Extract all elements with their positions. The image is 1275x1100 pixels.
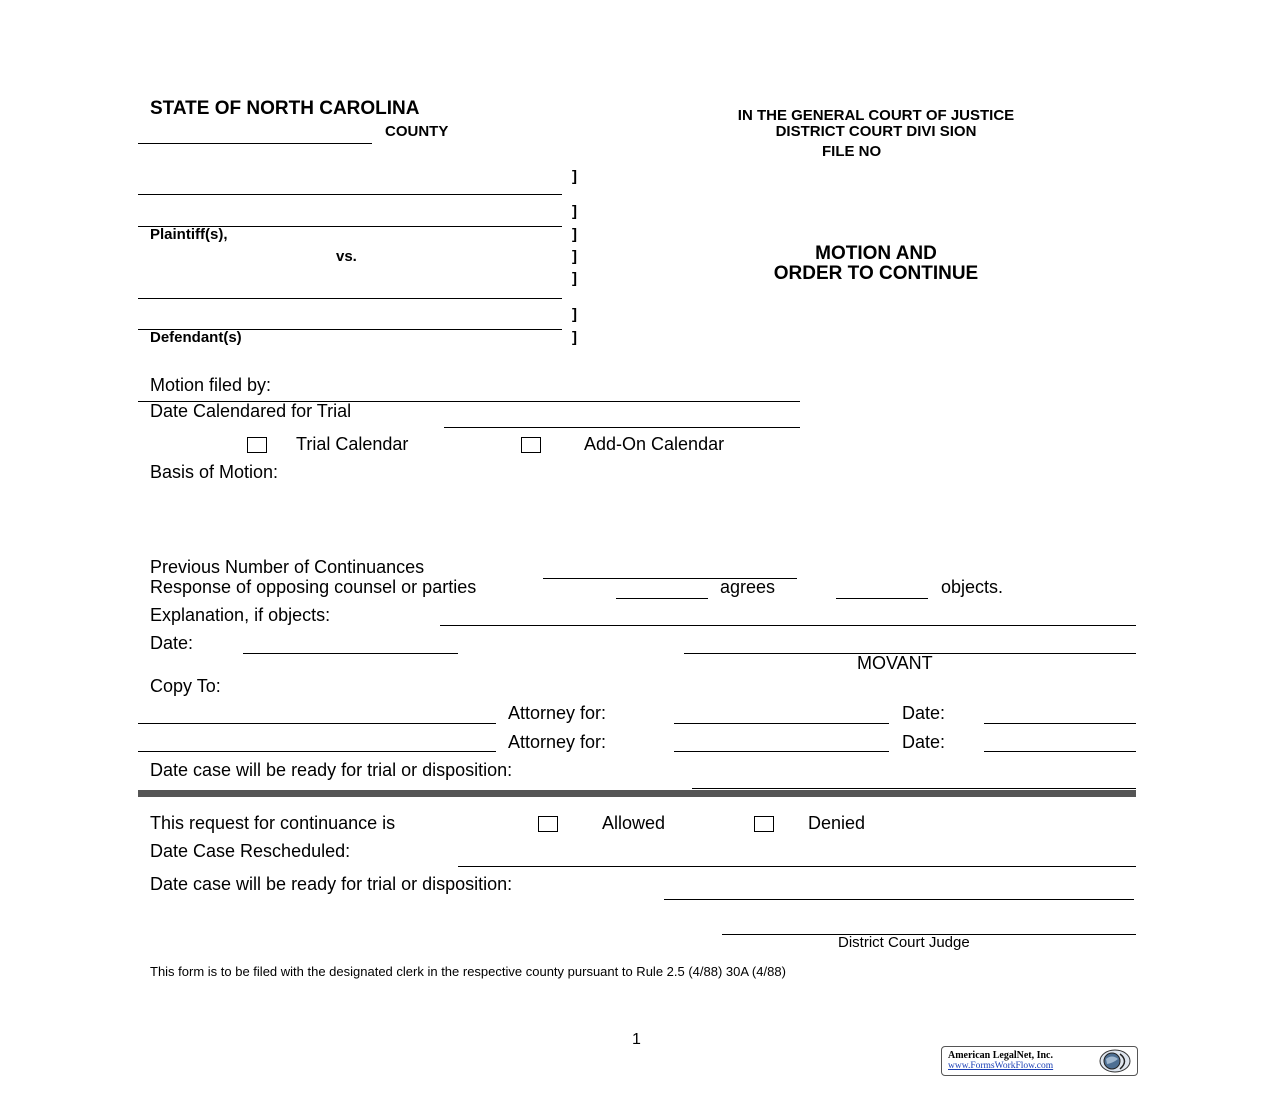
explanation-line[interactable] [440,625,1136,626]
attorney-for-label-1: Attorney for: [508,703,607,723]
form-title-line-2: ORDER TO CONTINUE [773,263,979,284]
copy-date-line-1[interactable] [984,723,1136,724]
rescheduled-label: Date Case Rescheduled: [150,841,351,861]
defendant-label: Defendant(s) [150,329,242,346]
caption-bracket: ] [572,329,577,346]
allowed-label: Allowed [602,813,666,833]
copy-date-line-2[interactable] [984,751,1136,752]
caption-bracket: ] [572,306,577,323]
file-no-label: FILE NO [822,143,882,160]
state-heading: STATE OF NORTH CAROLINA [150,98,420,119]
motion-date-label: Date: [150,633,194,653]
motion-filed-by-label: Motion filed by: [150,375,272,395]
defendant-line-1[interactable] [138,298,562,299]
previous-continuances-label: Previous Number of Continuances [150,557,425,577]
request-label: This request for continuance is [150,813,396,833]
form-title-line-1: MOTION AND [815,243,937,264]
caption-bracket: ] [572,168,577,185]
order-ready-label: Date case will be ready for trial or disposition: [150,874,513,894]
date-calendared-label: Date Calendared for Trial [150,401,352,421]
logo-company-name: American LegalNet, Inc. [948,1050,1053,1061]
denied-label: Denied [808,813,866,833]
motion-ready-label: Date case will be ready for trial or disposition: [150,760,513,780]
publisher-logo [941,1046,1138,1076]
plaintiff-line-1[interactable] [138,194,562,195]
section-divider [138,790,1136,797]
trial-calendar-checkbox[interactable] [247,437,267,453]
caption-bracket: ] [572,226,577,243]
footer-note: This form is to be filed with the designated clerk in the respective county pursuant to Rule 2.5 (4/88) 30A (4/88) [150,964,786,979]
denied-checkbox[interactable] [754,816,774,832]
allowed-checkbox[interactable] [538,816,558,832]
addon-calendar-checkbox[interactable] [521,437,541,453]
basis-of-motion-label: Basis of Motion: [150,462,279,482]
caption-bracket: ] [572,203,577,220]
trial-calendar-label: Trial Calendar [296,434,409,454]
movant-label: MOVANT [857,653,933,673]
court-line-2: DISTRICT COURT DIVI SION [775,123,977,140]
copy-to-line-2[interactable] [138,751,496,752]
rescheduled-line[interactable] [458,866,1136,867]
globe-icon [1098,1049,1132,1073]
plaintiff-label: Plaintiff(s), [150,226,228,243]
copy-date-label-2: Date: [902,732,946,752]
copy-date-label-1: Date: [902,703,946,723]
motion-ready-line[interactable] [692,788,1136,789]
agrees-label: agrees [720,577,776,597]
agrees-line[interactable] [616,598,708,599]
logo-url[interactable]: www.FormsWorkFlow.com [948,1061,1054,1071]
caption-bracket: ] [572,248,577,265]
county-label: COUNTY [385,123,449,140]
attorney-for-line-1[interactable] [674,723,889,724]
order-ready-line[interactable] [664,899,1134,900]
objects-label: objects. [941,577,1004,597]
addon-calendar-label: Add-On Calendar [584,434,725,454]
date-calendared-line[interactable] [444,427,800,428]
county-line[interactable] [138,143,372,144]
copy-to-line-1[interactable] [138,723,496,724]
attorney-for-line-2[interactable] [674,751,889,752]
court-line-1: IN THE GENERAL COURT OF JUSTICE [737,107,1015,124]
attorney-for-label-2: Attorney for: [508,732,607,752]
response-label: Response of opposing counsel or parties [150,577,477,597]
page-number: 1 [632,1031,641,1048]
caption-bracket: ] [572,270,577,287]
objects-line[interactable] [836,598,928,599]
motion-date-line[interactable] [243,653,458,654]
copy-to-label: Copy To: [150,676,221,696]
judge-label: District Court Judge [838,934,970,951]
vs-label: vs. [336,248,357,265]
explanation-label: Explanation, if objects: [150,605,331,625]
